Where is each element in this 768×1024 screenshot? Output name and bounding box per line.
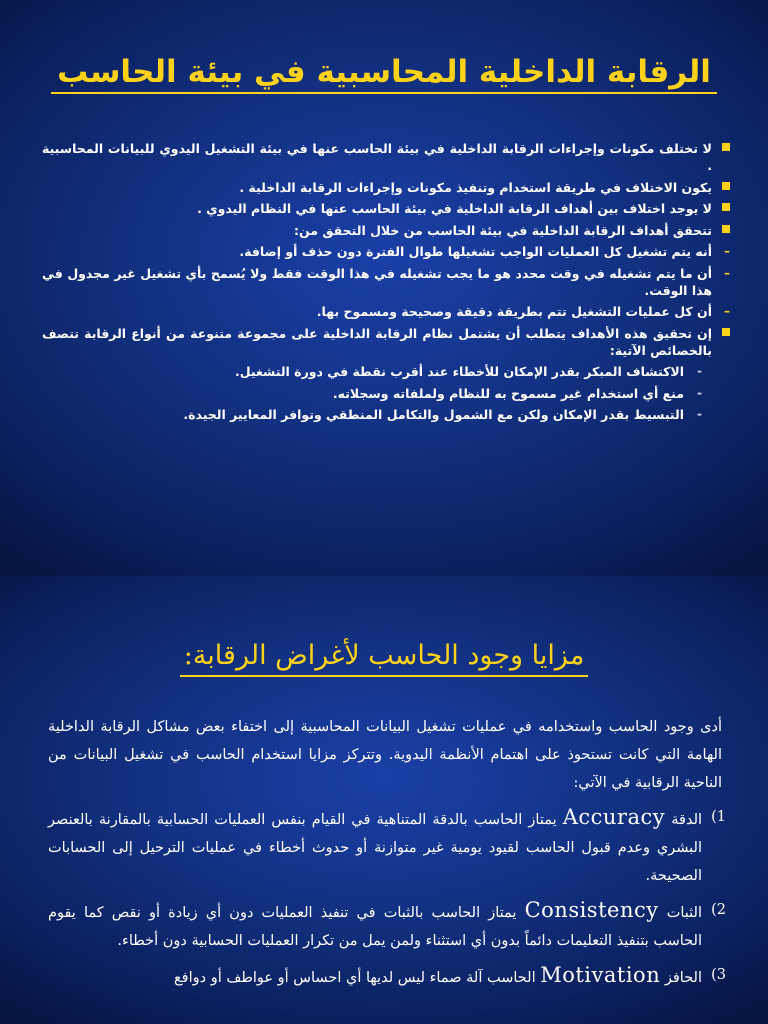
item-ar-term: الدقة (671, 812, 703, 828)
list-item-text: يكون الاختلاف في طريقة استخدام وتنفيذ مكونات وإجراءات الرقابة الداخلية . (239, 179, 712, 195)
hyphen-bullet-icon: - (697, 385, 702, 400)
list-item (42, 140, 734, 174)
numbered-item (48, 896, 726, 955)
slide-2 (0, 576, 768, 1024)
square-bullet-icon (722, 328, 730, 336)
item-text: الحاسب آلة صماء ليس لديها أي احساس أو عواطف أو دوافع (173, 970, 536, 986)
list-item-text: منع أي استخدام غير مسموح به للنظام ولملفاته وسجلاته. (332, 385, 684, 401)
list-item (42, 179, 734, 196)
slide-2-title (40, 636, 728, 676)
list-item-text: تتحقق أهداف الرقابة الداخلية في بيئة الحاسب من خلال التحقق من: (294, 222, 712, 238)
slide-2-body (48, 713, 726, 998)
list-item-text: لا تختلف مكونات وإجراءات الرقابة الداخلية في بيئة الحاسب عنها في بيئة التشغيل اليدوي للبيانات المحاسبية . (42, 141, 712, 173)
list-item (42, 243, 734, 260)
list-item (42, 325, 734, 359)
list-item (42, 222, 734, 239)
list-item-text: الاكتشاف المبكر بقدر الإمكان للأخطاء عند أقرب نقطة في دورة التشغيل. (234, 364, 684, 379)
hyphen-bullet-icon: - (697, 364, 702, 378)
square-bullet-icon (722, 203, 730, 211)
item-en-term: Motivation (540, 963, 661, 987)
slide-2-title-text: مزايا وجود الحاسب لأغراض الرقابة: (180, 640, 589, 677)
list-item (42, 385, 734, 402)
item-text: يمتاز الحاسب بالدقة المتناهية في القيام بنفس العمليات الحسابية بالمقارنة بالعنصر البشري وعدم قبول الحاسب لقيود يومية غير متوازنة أو حدوث أخطاء في عمليات الترحيل إلى الحسابات الصحيحة. (48, 812, 702, 884)
list-item-text: لا يوجد اختلاف بين أهداف الرقابة الداخلية في بيئة الحاسب عنها في النظام اليدوي . (197, 201, 712, 216)
item-ar-term: الحافز (664, 970, 702, 986)
square-bullet-icon (722, 143, 730, 151)
square-bullet-icon (722, 182, 730, 190)
intro-paragraph: أدى وجود الحاسب واستخدامه في عمليات تشغيل البيانات المحاسبية إلى اختفاء بعض مشاكل الرقابة الداخلية الهامة التي كانت تستحوذ على اهتمام الأنظمة اليدوية. وتتركز مزايا استخدام الحاسب في تشغيل البيانات من الناحية الرقابية في الآتي: (48, 719, 722, 791)
list-item-text: أن كل عمليات التشغيل تتم بطريقة دقيقة وصحيحة ومسموح بها. (316, 304, 712, 319)
list-item-text: التبسيط بقدر الإمكان ولكن مع الشمول والتكامل المنطقي وتوافر المعايير الجيدة. (183, 407, 684, 422)
dash-bullet-icon: – (724, 265, 730, 280)
item-number: 1) (711, 809, 726, 825)
list-item (42, 200, 734, 217)
item-en-term: Consistency (524, 898, 659, 922)
numbered-item (48, 961, 726, 992)
item-number: 2) (711, 902, 726, 918)
hyphen-bullet-icon: - (697, 407, 702, 421)
list-item (42, 363, 734, 380)
list-item (42, 265, 734, 299)
list-item-text: أن ما يتم تشغيله في وقت محدد هو ما يجب تشغيله في هذا الوقت فقط ولا يُسمح بأي تشغيل غير مجدول في هذا الوقت. (42, 265, 712, 298)
slide-1-title-text: الرقابة الداخلية المحاسبية في بيئة الحاسب (51, 54, 717, 94)
list-item-text: إن تحقيق هذه الأهداف يتطلب أن يشتمل نظام الرقابة الداخلية على مجموعة متنوعة من أنواع الرقابة تتصف بالخصائص الآتية: (42, 325, 712, 358)
dash-bullet-icon: – (724, 244, 730, 258)
list-item (42, 303, 734, 320)
slide-1-title (40, 50, 728, 94)
item-text: يمتاز الحاسب بالثبات في تنفيذ العمليات دون أي زيادة أو نقص كما يقوم الحاسب بتنفيذ التعليمات دائماً بدون أي استثناء ولمن يمل من تكرار العمليات الحسابية دون أخطاء. (48, 905, 702, 949)
dash-bullet-icon: – (724, 304, 730, 318)
item-ar-term: الثبات (666, 905, 703, 921)
list-item-text: أنه يتم تشغيل كل العمليات الواجب تشغيلها طوال الفترة دون حذف أو إضافة. (239, 244, 712, 259)
item-number: 3) (711, 967, 726, 983)
square-bullet-icon (722, 225, 730, 233)
list-item (42, 406, 734, 423)
numbered-item (48, 803, 726, 890)
item-en-term: Accuracy (562, 805, 666, 829)
slide-1-bullet-list (42, 140, 734, 428)
